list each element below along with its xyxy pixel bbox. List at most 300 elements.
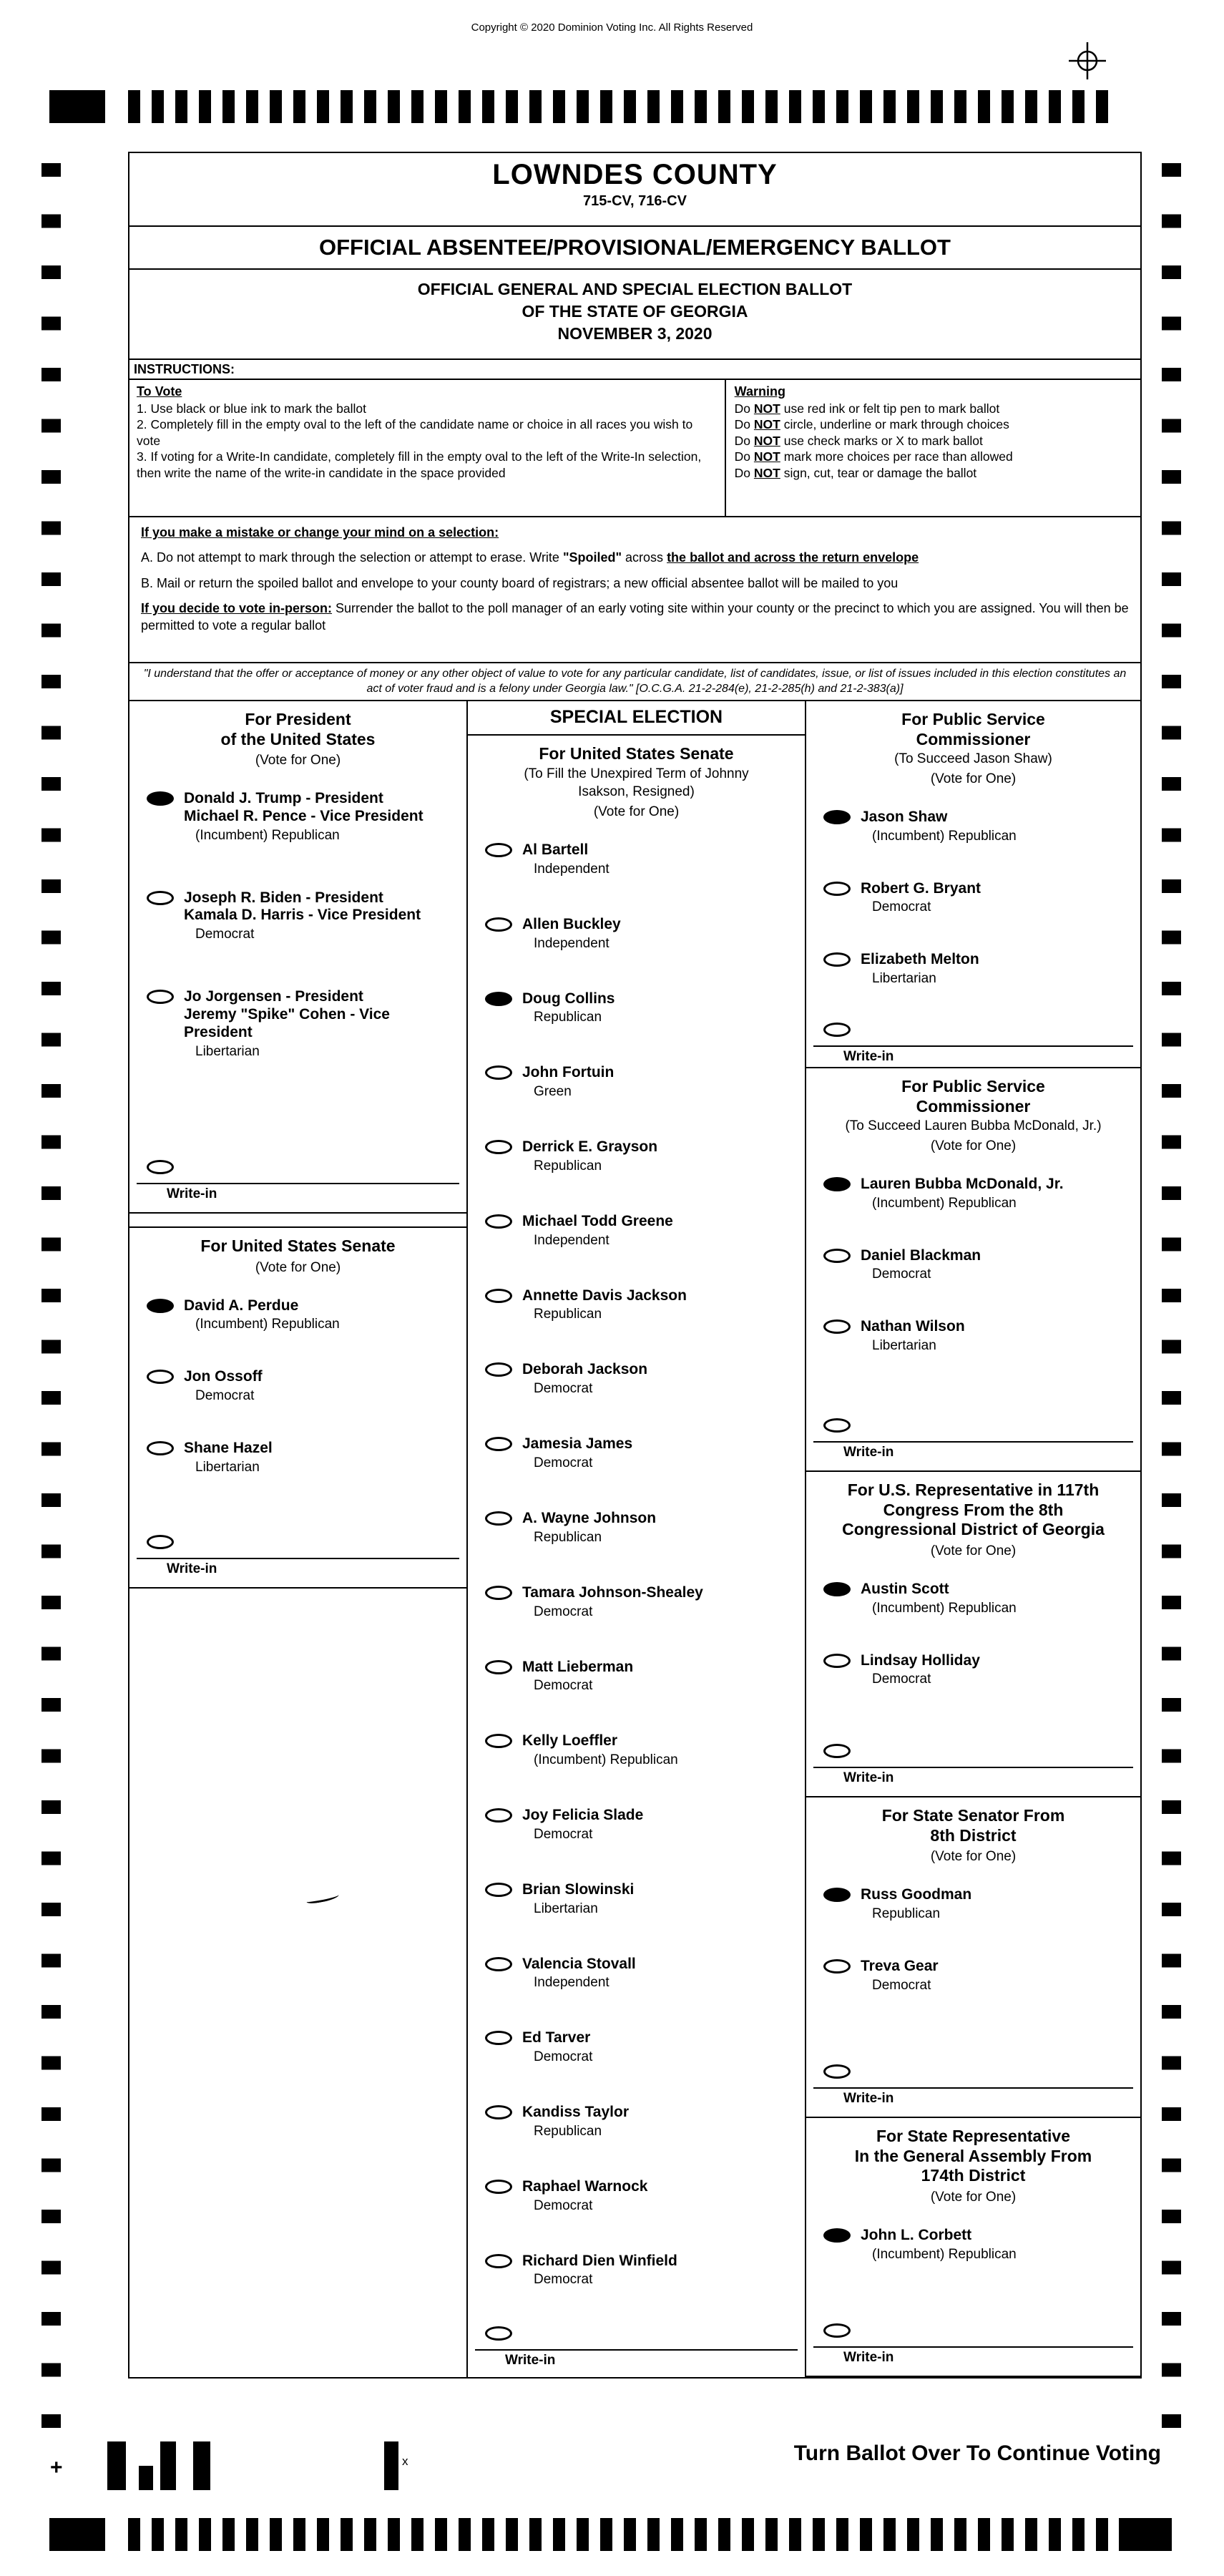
- candidate-doug-collins[interactable]: [485, 990, 798, 1026]
- candidate-name: Austin Scott: [861, 1580, 949, 1597]
- contest-for-state-senator-from-8th-district: [806, 1797, 1140, 2118]
- candidate-text: [522, 1732, 678, 1768]
- candidate-name: Shane Hazel: [184, 1440, 273, 1457]
- contest-subtitle-line: (To Fill the Unexpired Term of Johnny: [524, 766, 749, 781]
- candidate-text: [522, 2104, 629, 2140]
- candidate-name: Tamara Johnson-Shealey: [522, 1584, 703, 1601]
- election-title-line2: OF THE STATE OF GEORGIA: [522, 302, 748, 321]
- candidate-text: [522, 1213, 673, 1249]
- empty-oval[interactable]: [485, 1883, 512, 1897]
- candidate-text: [522, 916, 621, 952]
- empty-oval[interactable]: [823, 882, 851, 896]
- candidate-derrick-e-grayson[interactable]: [485, 1138, 798, 1174]
- candidate-text: [184, 1297, 340, 1333]
- candidate-party: (Incumbent) Republican: [195, 827, 340, 843]
- contest-subtitle-line: (To Succeed Jason Shaw): [894, 751, 1052, 767]
- contest-title-line: Congress From the 8th: [883, 1500, 1064, 1519]
- warning-item: Do NOT mark more choices per race than allowed: [734, 449, 1013, 464]
- candidate-text: [522, 1361, 647, 1397]
- candidate-party: Libertarian: [195, 1043, 260, 1059]
- county-title: LOWNDES COUNTY: [492, 159, 778, 190]
- mistake-instructions: [129, 517, 1140, 662]
- special-election-banner: SPECIAL ELECTION: [468, 701, 805, 736]
- candidate-party: Democrat: [534, 2197, 593, 2213]
- candidate-text: [861, 1886, 971, 1922]
- candidate-name: Deborah Jackson: [522, 1361, 648, 1378]
- candidate-name: Annette Davis Jackson: [522, 1287, 687, 1304]
- warning-item: Do NOT circle, underline or mark through choices: [734, 417, 1009, 432]
- write-in-section: [806, 1744, 1140, 1796]
- contest-column-1: [129, 701, 466, 2377]
- candidate-name: Joy Felicia Slade: [522, 1807, 644, 1824]
- candidate-deborah-jackson[interactable]: [485, 1361, 798, 1397]
- write-in-section: [806, 2323, 1140, 2376]
- candidate-text: [861, 2227, 1017, 2263]
- empty-oval[interactable]: [485, 1660, 512, 1674]
- candidate-party: Republican: [534, 1307, 602, 1322]
- candidate-text: [522, 841, 609, 877]
- vote-for-instruction: (Vote for One): [930, 1849, 1017, 1865]
- warning-items: [735, 401, 1132, 481]
- candidate-text: [861, 880, 981, 916]
- election-title-line1: OFFICIAL GENERAL AND SPECIAL ELECTION BALLOT: [417, 280, 853, 298]
- candidate-party: Democrat: [195, 1388, 255, 1404]
- candidate-party: Democrat: [872, 1672, 931, 1687]
- write-in-section: [806, 1418, 1140, 1470]
- contest-header: [806, 1068, 1140, 1176]
- to-vote-item: 2. Completely fill in the empty oval to the left of the candidate name or choice in all races you wish to vote: [137, 417, 693, 448]
- candidate-party: Independent: [534, 861, 609, 877]
- contest-header: [806, 2118, 1140, 2227]
- candidate-party: Democrat: [872, 1977, 931, 1993]
- candidate-john-l-corbett[interactable]: [823, 2227, 1133, 2263]
- write-in-oval[interactable]: [823, 1418, 851, 1433]
- vote-for-instruction: (Vote for One): [930, 1138, 1017, 1153]
- candidate-party: (Incumbent) Republican: [534, 1752, 678, 1768]
- candidate-text: [861, 1652, 980, 1688]
- candidate-name: Michael Todd Greene: [522, 1212, 673, 1229]
- candidate-shane-hazel[interactable]: [147, 1440, 459, 1475]
- contest-for-state-representative-in-the-general-assembly-from-174th-district: [806, 2118, 1140, 2377]
- empty-oval[interactable]: [485, 1808, 512, 1823]
- instructions-panel: [129, 379, 1140, 517]
- candidate-party: Libertarian: [195, 1459, 260, 1475]
- vote-for-instruction: (Vote for One): [930, 2189, 1017, 2205]
- candidate-party: Democrat: [534, 1678, 593, 1694]
- contest-for-president-of-the-united-states: [129, 701, 466, 1214]
- empty-oval[interactable]: [823, 1959, 851, 1974]
- candidate-name: Jo Jorgensen - President: [184, 988, 363, 1005]
- candidate-text: [522, 1435, 632, 1471]
- candidate-text: [522, 2029, 592, 2065]
- code-bar: [139, 2466, 153, 2490]
- candidate-jamesia-james[interactable]: [485, 1435, 798, 1471]
- candidate-valencia-stovall[interactable]: [485, 1956, 798, 1991]
- candidate-party: Democrat: [534, 2049, 593, 2065]
- candidate-text: [184, 790, 423, 844]
- candidate-name: A. Wayne Johnson: [522, 1509, 657, 1526]
- candidate-party: Democrat: [872, 1267, 931, 1282]
- candidate-text: [861, 809, 1017, 844]
- candidate-name: Kandiss Taylor: [522, 2104, 629, 2121]
- to-vote-title: To Vote: [137, 384, 182, 399]
- candidate-name: Matt Lieberman: [522, 1658, 634, 1675]
- timing-marks-top: [128, 90, 1119, 123]
- code-bar: [193, 2441, 210, 2490]
- candidate-party: Libertarian: [872, 1338, 936, 1354]
- empty-oval[interactable]: [485, 1065, 512, 1080]
- candidate-name: Jon Ossoff: [184, 1368, 263, 1385]
- write-in-section: [806, 1023, 1140, 1068]
- candidate-text: [861, 951, 979, 987]
- filled-oval[interactable]: [485, 992, 512, 1006]
- candidate-brian-slowinski[interactable]: [485, 1881, 798, 1917]
- voter-oath: "I understand that the offer or acceptance of money or any other object of value to vote for any particular candidate, list of candidates, issue, or list of issues included in this election constitutes an act of voter fraud and is a felony under Georgia law." [O.C.G.A. 21-2-284(e), 21-2-285(h) and 21-2-383(a)]: [129, 662, 1140, 701]
- vote-for-instruction: (Vote for One): [255, 1259, 341, 1275]
- candidate-text: [861, 1958, 939, 1994]
- candidate-annette-davis-jackson[interactable]: [485, 1287, 798, 1323]
- candidate-text: [861, 1318, 965, 1354]
- candidate-party: Republican: [872, 1906, 941, 1921]
- registration-crosshair-icon: [1069, 42, 1106, 79]
- candidate-text: [184, 988, 459, 1059]
- write-in-oval[interactable]: [485, 2326, 512, 2341]
- mistake-paragraph: If you make a mistake or change your mind on a selection:: [141, 525, 499, 540]
- empty-oval[interactable]: [485, 2254, 512, 2268]
- ballot-header: [129, 153, 1140, 227]
- candidate-name: Valencia Stovall: [522, 1955, 636, 1972]
- candidate-tamara-johnson-shealey[interactable]: [485, 1584, 798, 1620]
- candidate-name: Lauren Bubba McDonald, Jr.: [861, 1175, 1064, 1192]
- contest-title-line: For State Representative: [876, 2127, 1070, 2145]
- candidate-elizabeth-melton[interactable]: [823, 951, 1133, 987]
- candidate-name: Joseph R. Biden - President: [184, 889, 383, 906]
- empty-oval[interactable]: [485, 1586, 512, 1600]
- contest-header: [129, 1228, 466, 1297]
- mistake-paragraph: A. Do not attempt to mark through the selection or attempt to erase. Write "Spoiled" across the ballot and across the return envelope: [141, 550, 919, 565]
- candidate-name: Kelly Loeffler: [522, 1732, 618, 1750]
- candidate-john-fortuin[interactable]: [485, 1064, 798, 1100]
- candidate-daniel-blackman[interactable]: [823, 1247, 1133, 1283]
- code-bar: [384, 2441, 398, 2490]
- empty-oval[interactable]: [485, 843, 512, 857]
- candidate-text: [522, 1138, 657, 1174]
- timing-marks-left: [41, 163, 61, 2442]
- candidate-party: (Incumbent) Republican: [195, 1317, 340, 1332]
- candidate-name: Nathan Wilson: [861, 1318, 965, 1335]
- candidate-name: Kamala D. Harris - Vice President: [184, 907, 421, 924]
- write-in-section: [129, 1160, 466, 1212]
- write-in-label: Write-in: [843, 2091, 894, 2106]
- copyright-line: Copyright © 2020 Dominion Voting Inc. All Rights Reserved: [471, 21, 753, 34]
- candidate-party: (Incumbent) Republican: [872, 2246, 1017, 2262]
- candidate-michael-todd-greene[interactable]: [485, 1213, 798, 1249]
- candidate-matt-lieberman[interactable]: [485, 1659, 798, 1694]
- candidate-robert-g-bryant[interactable]: [823, 880, 1133, 916]
- write-in-oval[interactable]: [823, 2323, 851, 2338]
- contest-column-2: [466, 701, 806, 2377]
- candidate-party: Democrat: [534, 1381, 593, 1397]
- filled-oval[interactable]: [147, 1299, 174, 1313]
- candidate-party: Democrat: [872, 899, 931, 915]
- candidate-name: Donald J. Trump - President: [184, 790, 383, 807]
- contest-for-united-states-senate: [468, 701, 805, 2377]
- candidate-allen-buckley[interactable]: [485, 916, 798, 952]
- candidate-party: Independent: [534, 935, 609, 951]
- contest-title-line: For State Senator From: [881, 1806, 1065, 1825]
- vote-for-instruction: (Vote for One): [255, 753, 341, 769]
- empty-oval[interactable]: [147, 1441, 174, 1455]
- empty-oval[interactable]: [485, 1289, 512, 1303]
- empty-oval[interactable]: [485, 2031, 512, 2045]
- candidate-party: Independent: [534, 1975, 609, 1991]
- ballot-title: OFFICIAL ABSENTEE/PROVISIONAL/EMERGENCY BALLOT: [129, 227, 1140, 270]
- write-in-section: [806, 2064, 1140, 2117]
- candidate-text: [522, 1881, 634, 1917]
- candidate-joy-felicia-slade[interactable]: [485, 1807, 798, 1843]
- contest-title-line: Commissioner: [916, 1096, 1031, 1116]
- write-in-label: Write-in: [843, 2350, 894, 2365]
- candidate-party: Republican: [534, 1529, 602, 1545]
- candidate-name: Doug Collins: [522, 990, 615, 1007]
- candidate-name: John L. Corbett: [861, 2226, 972, 2243]
- candidate-name: Treva Gear: [861, 1957, 939, 1974]
- candidate-party: Republican: [534, 1010, 602, 1025]
- write-in-label: Write-in: [843, 1049, 894, 1065]
- write-in-oval[interactable]: [823, 2064, 851, 2079]
- write-in-label: Write-in: [167, 1561, 217, 1576]
- filled-oval[interactable]: [823, 1888, 851, 1902]
- empty-oval[interactable]: [485, 1957, 512, 1971]
- candidate-party: (Incumbent) Republican: [872, 1195, 1017, 1211]
- candidate-party: (Incumbent) Republican: [872, 828, 1017, 844]
- candidate-name: Elizabeth Melton: [861, 951, 979, 968]
- candidate-lindsay-holliday[interactable]: [823, 1652, 1133, 1688]
- write-in-section: [468, 2326, 805, 2377]
- candidate-donald-j-trump-president[interactable]: [147, 790, 459, 844]
- candidate-text: [522, 1584, 703, 1620]
- candidate-party: Green: [534, 1084, 572, 1100]
- candidate-text: [522, 1956, 636, 1991]
- candidate-party: Democrat: [534, 1455, 593, 1470]
- empty-oval[interactable]: [823, 1249, 851, 1263]
- candidate-a-wayne-johnson[interactable]: [485, 1510, 798, 1546]
- contest-title-line: Commissioner: [916, 729, 1031, 748]
- empty-oval[interactable]: [823, 1319, 851, 1334]
- candidate-text: [522, 1807, 643, 1843]
- candidate-lauren-bubba-mcdonald-jr[interactable]: [823, 1176, 1133, 1211]
- candidate-name: Russ Goodman: [861, 1886, 972, 1903]
- candidate-name: Raphael Warnock: [522, 2177, 648, 2195]
- filled-oval[interactable]: [823, 810, 851, 824]
- contest-subtitle-line: Isakson, Resigned): [578, 784, 695, 800]
- election-date: NOVEMBER 3, 2020: [557, 324, 713, 343]
- timing-mark-top-left-block: [49, 90, 105, 123]
- candidate-name: Brian Slowinski: [522, 1880, 635, 1898]
- filled-oval[interactable]: [823, 2228, 851, 2243]
- warning-box: [726, 380, 1140, 516]
- code-bar: [107, 2441, 126, 2490]
- warning-title: Warning: [734, 384, 785, 399]
- mistake-paragraph: If you decide to vote in-person: Surrender the ballot to the poll manager of an early voting site within your county or the precinct to which you are assigned. You will then be permitted to vote a regular ballot: [141, 601, 1129, 633]
- code-bar: [160, 2441, 176, 2490]
- candidate-treva-gear[interactable]: [823, 1958, 1133, 1994]
- corner-x-mark: x: [402, 2454, 408, 2468]
- to-vote-item: 3. If voting for a Write-In candidate, completely fill in the empty oval to the left of the Write-In selection, then write the name of the write-in candidate in the space provided: [137, 449, 702, 480]
- timing-marks-right: [1162, 163, 1181, 2442]
- candidate-russ-goodman[interactable]: [823, 1886, 1133, 1922]
- warning-item: Do NOT use red ink or felt tip pen to mark ballot: [734, 401, 1000, 416]
- candidate-text: [184, 889, 421, 943]
- corner-plus-mark: +: [50, 2456, 63, 2479]
- candidate-party: Democrat: [534, 1826, 593, 1842]
- empty-oval[interactable]: [823, 952, 851, 967]
- candidate-name: Allen Buckley: [522, 915, 621, 932]
- candidate-text: [184, 1368, 263, 1404]
- write-in-label: Write-in: [843, 1770, 894, 1785]
- ballot-style-codes: 715-CV, 716-CV: [583, 193, 687, 209]
- empty-oval[interactable]: [147, 990, 174, 1004]
- write-in-oval[interactable]: [823, 1023, 851, 1037]
- candidate-jon-ossoff[interactable]: [147, 1368, 459, 1404]
- candidate-austin-scott[interactable]: [823, 1581, 1133, 1616]
- contest-title-line: For President: [245, 710, 351, 728]
- to-vote-box: [129, 380, 726, 516]
- candidate-jo-jorgensen-president[interactable]: [147, 988, 459, 1059]
- warning-item: Do NOT sign, cut, tear or damage the ballot: [734, 465, 977, 480]
- candidate-party: Democrat: [195, 927, 255, 942]
- write-in-label: Write-in: [505, 2353, 556, 2368]
- contest-title-line: 174th District: [921, 2166, 1026, 2185]
- contest-for-united-states-senate: [129, 1226, 466, 1589]
- warning-item: Do NOT use check marks or X to mark ballot: [734, 433, 983, 448]
- write-in-label: Write-in: [843, 1445, 894, 1460]
- candidate-kelly-loeffler[interactable]: [485, 1732, 798, 1768]
- candidate-text: [522, 990, 615, 1026]
- vote-for-instruction: (Vote for One): [593, 804, 680, 820]
- contest-title-line: For Public Service: [901, 710, 1045, 728]
- empty-oval[interactable]: [485, 1362, 512, 1377]
- empty-oval[interactable]: [485, 2180, 512, 2194]
- candidate-text: [522, 1510, 656, 1546]
- candidate-text: [861, 1581, 1017, 1616]
- candidate-name: Ed Tarver: [522, 2029, 591, 2046]
- candidate-party: Democrat: [534, 2272, 593, 2288]
- filled-oval[interactable]: [823, 1582, 851, 1596]
- contest-for-u-s-representative-in-117th-congress-from-the-8th-congressional-district-of-georgia: [806, 1472, 1140, 1797]
- candidate-name: David A. Perdue: [184, 1297, 299, 1314]
- candidate-party: Independent: [534, 1232, 609, 1248]
- contest-title-line: Congressional District of Georgia: [842, 1520, 1105, 1539]
- candidate-party: Libertarian: [534, 1901, 598, 1916]
- empty-oval[interactable]: [823, 1654, 851, 1668]
- candidate-party: Libertarian: [872, 971, 936, 987]
- contest-column-3: [806, 701, 1140, 2377]
- to-vote-items: [137, 401, 718, 481]
- timing-mark-bottom-left-block: [49, 2518, 105, 2551]
- candidate-richard-dien-winfield[interactable]: [485, 2253, 798, 2288]
- empty-oval[interactable]: [485, 917, 512, 932]
- contest-for-public-service-commissioner: [806, 701, 1140, 1068]
- contest-header: [806, 1797, 1140, 1886]
- candidate-text: [522, 2178, 647, 2214]
- contest-area: [129, 701, 1140, 2377]
- vote-for-instruction: (Vote for One): [930, 771, 1017, 786]
- instructions-label: INSTRUCTIONS:: [134, 362, 235, 376]
- filled-oval[interactable]: [147, 791, 174, 806]
- write-in-label: Write-in: [167, 1186, 217, 1201]
- candidate-text: [522, 1064, 614, 1100]
- contest-header: [468, 736, 805, 841]
- contest-title-line: For U.S. Representative in 117th: [847, 1480, 1100, 1499]
- write-in-section: [129, 1535, 466, 1587]
- timing-marks-bottom: [128, 2518, 1119, 2551]
- candidate-joseph-r-biden-president[interactable]: [147, 889, 459, 943]
- empty-oval[interactable]: [485, 1214, 512, 1229]
- contest-header: [806, 701, 1140, 809]
- filled-oval[interactable]: [823, 1177, 851, 1191]
- ballot-sheet: [128, 152, 1142, 2379]
- to-vote-item: 1. Use black or blue ink to mark the ballot: [137, 401, 366, 416]
- candidate-name: Michael R. Pence - Vice President: [184, 807, 423, 824]
- candidate-jason-shaw[interactable]: [823, 809, 1133, 844]
- candidate-ed-tarver[interactable]: [485, 2029, 798, 2065]
- candidate-raphael-warnock[interactable]: [485, 2178, 798, 2214]
- candidate-nathan-wilson[interactable]: [823, 1318, 1133, 1354]
- contest-subtitle-line: (To Succeed Lauren Bubba McDonald, Jr.): [845, 1118, 1102, 1134]
- contest-title-line: For Public Service: [901, 1077, 1045, 1096]
- candidate-name: Richard Dien Winfield: [522, 2252, 677, 2269]
- candidate-name: Daniel Blackman: [861, 1246, 981, 1264]
- contest-header: [806, 1472, 1140, 1581]
- candidate-kandiss-taylor[interactable]: [485, 2104, 798, 2140]
- write-in-oval[interactable]: [147, 1160, 174, 1174]
- mistake-paragraph: B. Mail or return the spoiled ballot and envelope to your county board of registrars; a new official absentee ballot will be mailed to you: [141, 575, 899, 590]
- candidate-name: Al Bartell: [522, 841, 589, 859]
- candidate-name: Jeremy "Spike" Cohen - Vice President: [184, 1006, 390, 1040]
- timing-mark-bottom-right-block: [1119, 2518, 1172, 2551]
- contest-title-line: For United States Senate: [539, 744, 734, 763]
- write-in-oval[interactable]: [823, 1744, 851, 1758]
- write-in-oval[interactable]: [147, 1535, 174, 1549]
- candidate-name: Derrick E. Grayson: [522, 1138, 658, 1156]
- empty-oval[interactable]: [485, 1511, 512, 1526]
- candidate-party: Democrat: [534, 1604, 593, 1619]
- empty-oval[interactable]: [485, 2105, 512, 2119]
- vote-for-instruction: (Vote for One): [930, 1543, 1017, 1558]
- contest-title-line: of the United States: [220, 729, 376, 748]
- candidate-party: Republican: [534, 2123, 602, 2139]
- empty-oval[interactable]: [485, 1437, 512, 1451]
- empty-oval[interactable]: [147, 891, 174, 905]
- candidate-name: Robert G. Bryant: [861, 879, 981, 897]
- candidate-text: [522, 1659, 633, 1694]
- candidate-party: Republican: [534, 1158, 602, 1174]
- contest-title-line: 8th District: [930, 1825, 1017, 1845]
- contest-title-line: For United States Senate: [200, 1236, 396, 1255]
- candidate-text: [522, 1287, 687, 1323]
- empty-oval[interactable]: [485, 1734, 512, 1748]
- candidate-david-a-perdue[interactable]: [147, 1297, 459, 1333]
- contest-for-public-service-commissioner: [806, 1068, 1140, 1472]
- candidate-name: Jason Shaw: [861, 808, 948, 825]
- candidate-name: Jamesia James: [522, 1435, 633, 1453]
- empty-oval[interactable]: [485, 1140, 512, 1154]
- empty-oval[interactable]: [147, 1370, 174, 1384]
- candidate-al-bartell[interactable]: [485, 841, 798, 877]
- election-title-block: [129, 270, 1140, 360]
- candidate-name: John Fortuin: [522, 1064, 615, 1081]
